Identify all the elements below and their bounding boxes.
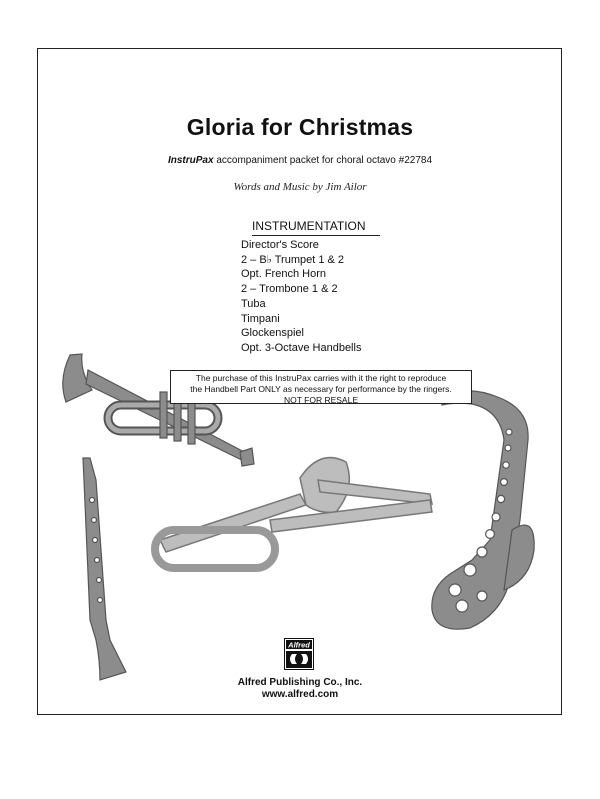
trombone-icon xyxy=(155,458,432,568)
list-item: 2 – Trombone 1 & 2 xyxy=(241,283,338,296)
notice-line: NOT FOR RESALE xyxy=(284,395,358,405)
list-item: Glockenspiel xyxy=(241,327,304,340)
publisher-block xyxy=(0,677,600,701)
list-item: 2 – B♭ Trumpet 1 & 2 xyxy=(241,253,345,266)
list-item: Tuba xyxy=(241,297,266,310)
saxophone-icon xyxy=(432,391,534,630)
subtitle xyxy=(0,155,600,166)
list-item: Opt. French Horn xyxy=(241,268,326,281)
reproduction-notice xyxy=(170,370,472,404)
logo-text: Alfred xyxy=(288,640,310,650)
notice-line: The purchase of this InstruPax carries with it the right to reproduce xyxy=(195,373,447,383)
instrumentation-list xyxy=(241,238,361,356)
brand-name: InstruPax xyxy=(167,155,214,166)
subtitle-text: accompaniment packet for choral octavo #22784 xyxy=(213,155,433,166)
list-item: Opt. 3-Octave Handbells xyxy=(241,341,362,354)
list-item: Director's Score xyxy=(241,239,319,251)
list-item: Timpani xyxy=(241,312,280,325)
publisher-url: www.alfred.com xyxy=(261,689,339,700)
notice-line: the Handbell Part ONLY as necessary for performance by the ringers. xyxy=(190,384,452,394)
instrumentation-heading: INSTRUMENTATION xyxy=(252,219,380,236)
composer-credit: Words and Music by Jim Ailor xyxy=(233,181,367,193)
publisher-name: Alfred Publishing Co., Inc. xyxy=(237,677,363,688)
clarinet-icon xyxy=(83,458,126,680)
page-title: Gloria for Christmas xyxy=(186,114,414,140)
alfred-logo-icon xyxy=(284,638,314,670)
